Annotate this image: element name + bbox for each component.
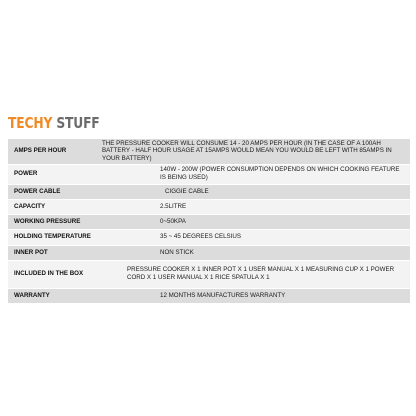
spec-row-holding-temperature [8,229,410,245]
spec-label: HOLDING TEMPERATURE [8,229,102,245]
spec-value: 12 MONTHS MANUFACTURES WARRANTY [102,288,410,303]
spec-row-included-in-the-box [8,260,410,288]
spec-label: WORKING PRESSURE [8,214,102,229]
spec-label: INNER POT [8,245,102,260]
spec-label: CAPACITY [8,199,102,214]
spec-value: 35 ~ 45 DEGREES CELSIUS [102,229,410,245]
spec-label: AMPS PER HOUR [8,139,102,164]
section-title [8,114,100,132]
spec-row-amps-per-hour [8,139,410,164]
spec-value: 2.5LITRE [102,199,410,214]
spec-value: THE PRESSURE COOKER WILL CONSUME 14 - 20 AMPS PER HOUR (IN THE CASE OF A 100AH BATTERY - HALF HOUR USAGE AT 15AMPS WOULD MEAN YOU WOULD BE LEFT WITH 85AMPS IN YOUR BATTERY) [102,139,410,164]
spec-row-warranty [8,288,410,303]
spec-row-inner-pot [8,245,410,260]
spec-value: 0~50KPA [102,214,410,229]
spec-label: WARRANTY [8,288,102,303]
spec-row-capacity [8,199,410,214]
spec-value: NON STICK [102,245,410,260]
spec-value: PRESSURE COOKER X 1 INNER POT X 1 USER MANUAL X 1 MEASURING CUP X 1 POWER CORD X 1 USER MANUAL X 1 RICE SPATULA X 1 [102,260,410,288]
spec-value: CIGGIE CABLE [102,184,410,199]
spec-label: POWER CABLE [8,184,102,199]
title-word-stuff: STUFF [56,114,100,132]
title-word-techy: TECHY [8,114,53,132]
spec-row-power-cable [8,184,410,199]
spec-row-power [8,164,410,184]
spec-value: 140W - 200W (POWER CONSUMPTION DEPENDS ON WHICH COOKING FEATURE IS BEING USED) [102,164,410,184]
spec-row-working-pressure [8,214,410,229]
spec-table [8,139,410,304]
spec-label: POWER [8,164,102,184]
spec-label: INCLUDED IN THE BOX [8,260,102,288]
